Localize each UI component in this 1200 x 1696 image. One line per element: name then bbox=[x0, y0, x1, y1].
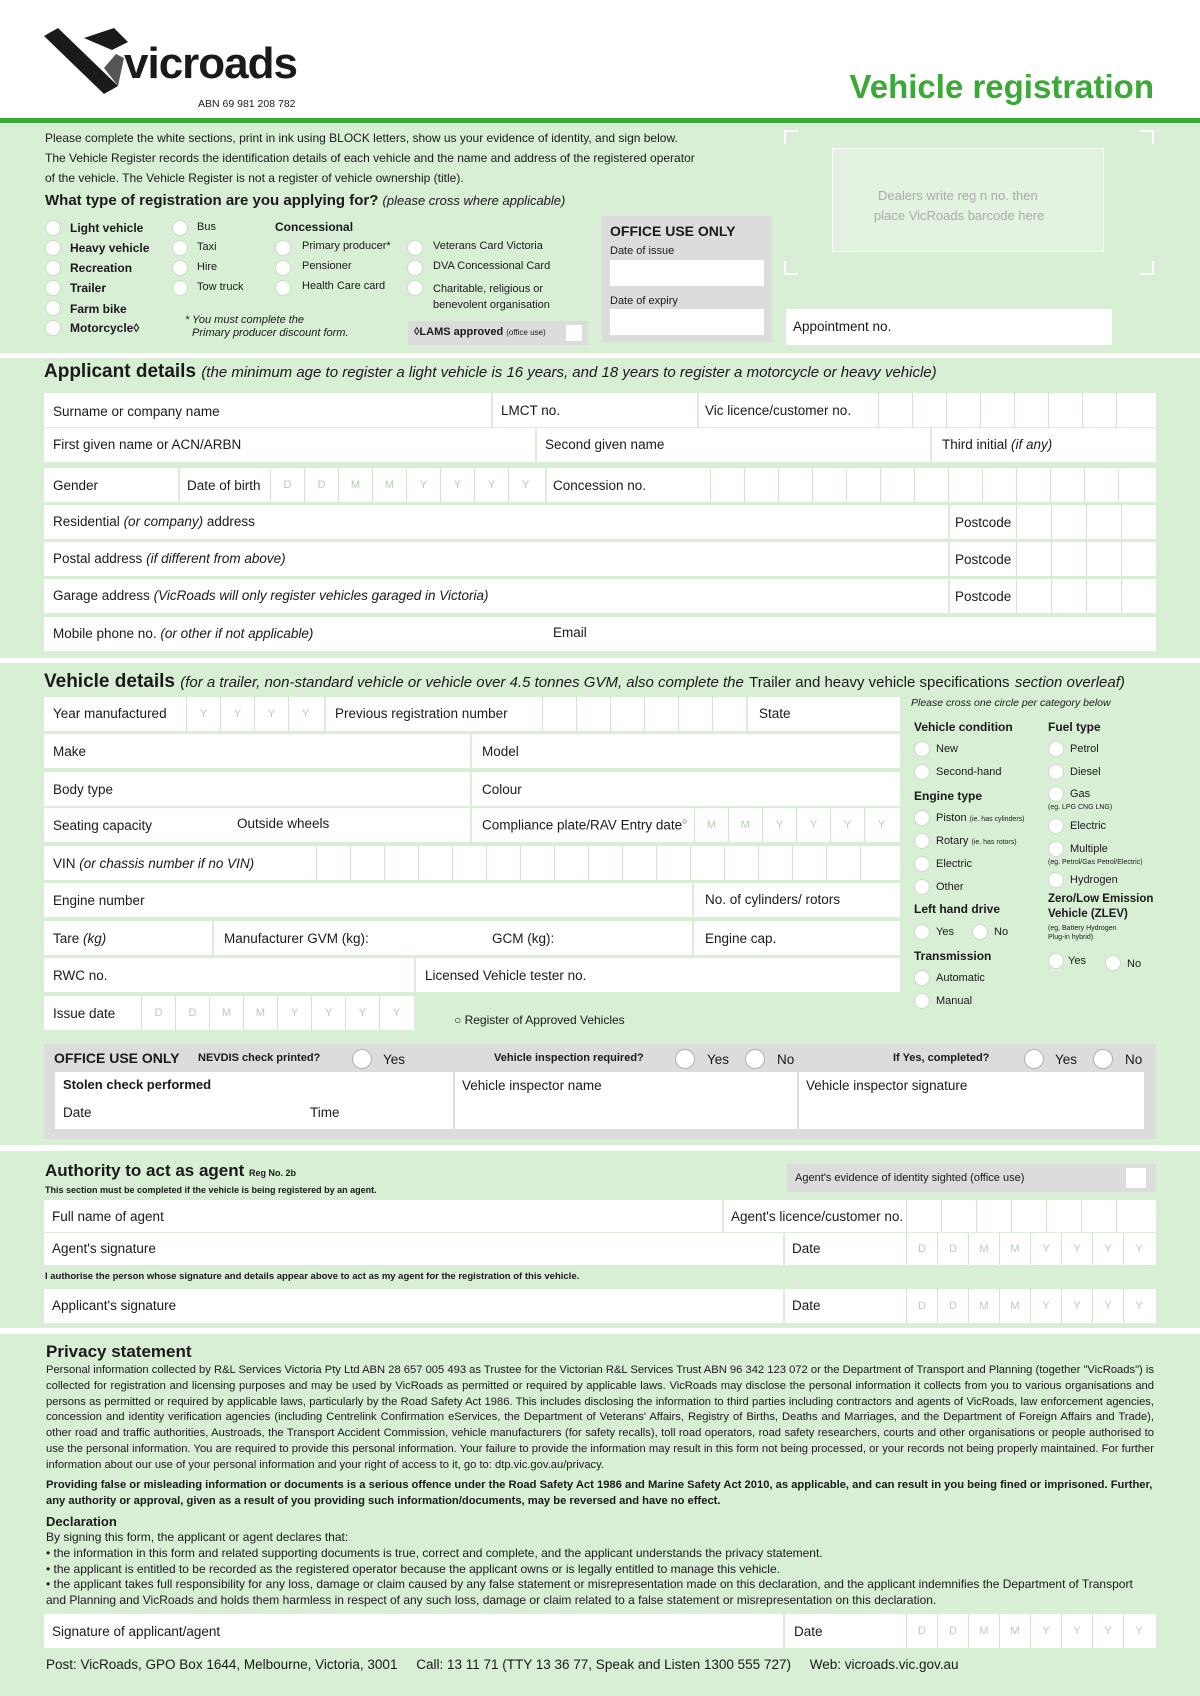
postal-field[interactable]: Postal address (if different from above) bbox=[53, 551, 286, 566]
second-name-field[interactable]: Second given name bbox=[545, 437, 665, 452]
divider bbox=[783, 1614, 785, 1648]
vicroads-logo-mark bbox=[44, 28, 134, 94]
authorise-note: I authorise the person whose signature and details appear above to act as my agent for the registration of this vehicle. bbox=[45, 1271, 580, 1282]
engine-piston-radio[interactable] bbox=[914, 810, 930, 826]
divider bbox=[948, 505, 950, 539]
stolen-date-label: Date bbox=[63, 1105, 92, 1120]
vehicle-heading: Vehicle details (for a trailer, non-standard vehicle or vehicle over 4.5 tonnes GVM, also complete the Trailer and heavy vehicle specifications section overleaf) bbox=[44, 671, 1125, 692]
engine-electric-label: Electric bbox=[936, 858, 973, 870]
divider bbox=[692, 883, 694, 917]
third-initial-field[interactable]: Third initial (if any) bbox=[942, 437, 1053, 452]
declaration-item-2: • the applicant is entitled to be recorded as the registered operator because the applicant owns or is legally entitled to manage this vehicle. bbox=[46, 1562, 780, 1576]
light-vehicle-radio[interactable] bbox=[45, 220, 61, 236]
zlev-note-2: Plug-in hybrid) bbox=[1048, 934, 1094, 941]
dob-label: Date of birth bbox=[187, 478, 261, 493]
vehicle-condition-heading: Vehicle condition bbox=[914, 720, 1013, 734]
transmission-heading: Transmission bbox=[914, 949, 992, 963]
fuel-hydrogen-radio[interactable] bbox=[1048, 872, 1064, 888]
vic-licence-field[interactable]: Vic licence/customer no. bbox=[705, 403, 852, 418]
residential-postcode-cells[interactable] bbox=[1016, 505, 1156, 539]
condition-second-hand-label: Second-hand bbox=[936, 766, 1002, 778]
fuel-hydrogen-label: Hydrogen bbox=[1070, 874, 1118, 886]
fuel-diesel-label: Diesel bbox=[1070, 766, 1101, 778]
divider bbox=[470, 734, 472, 768]
year-label: Year manufactured bbox=[53, 706, 167, 721]
privacy-paragraph: Personal information collected by R&L Services Victoria Pty Ltd ABN 28 657 005 493 as Trustee for the Victorian R&L Services Trust ABN 96 342 123 072 or the Department of Transport and Planning (together "VicRoads") is collected for registration and licensing purposes and may be used by VicRoads as permitted or required by applicable laws. VicRoads may disclose the personal information it collects from you to various organisations and persons as permitted or required by applicable laws, particularly by the Road Safety Act 1986. This includes disclosing the information to third parties including contractors and agents of VicRoads, law enforcement agencies, concession and identity verification agencies (including Centrelink Confirmation eServices, the Department of Veterans' Affairs, Registry of Births, Deaths and Marriages, and the Department of Foreign Affairs and Trade), other road and traffic authorities, Austroads, the Transport Accident Commission, vehicle manufacturers (for safety recalls), toll road operators, road safety researchers, courts and other organisations or people authorised to use the personal information. You are required to provide this personal information. Your failure to provide the information may result in this form not being processed, or your records not being properly maintained. For further information about our use of your personal information and your right of access to it, go to: dtp.vic.gov.au/privacy. bbox=[46, 1364, 1154, 1471]
inspection-yes-label: Yes bbox=[707, 1052, 730, 1067]
veterans-card-radio[interactable] bbox=[407, 240, 423, 256]
motorcycle-radio[interactable] bbox=[45, 320, 61, 336]
farm-bike-radio[interactable] bbox=[45, 300, 61, 316]
divider bbox=[722, 1200, 724, 1232]
concession-cells[interactable] bbox=[710, 468, 1152, 502]
fuel-electric-label: Electric bbox=[1070, 820, 1107, 832]
agent-licence-cells[interactable] bbox=[906, 1200, 1151, 1232]
compliance-cells[interactable]: M M Y Y Y Y bbox=[694, 808, 898, 842]
zlev-no-label: No bbox=[1127, 958, 1142, 970]
fuel-electric-radio[interactable] bbox=[1048, 818, 1064, 834]
applicant-heading: Applicant details (the minimum age to register a light vehicle is 16 years, and 18 years to register a motorcycle or heavy vehicle) bbox=[44, 361, 937, 382]
dealer-corner-bl bbox=[784, 261, 798, 275]
inspection-label: Vehicle inspection required? bbox=[494, 1052, 644, 1064]
issue-date-cells[interactable]: D D M M Y Y Y Y bbox=[141, 996, 413, 1030]
lmct-field[interactable]: LMCT no. bbox=[501, 403, 561, 418]
completed-no-radio[interactable] bbox=[1093, 1049, 1113, 1069]
vin-cells[interactable] bbox=[316, 846, 894, 880]
seating-field[interactable]: Seating capacity bbox=[53, 818, 153, 833]
divider bbox=[178, 468, 180, 502]
heavy-vehicle-label: Heavy vehicle bbox=[70, 241, 150, 255]
charitable-label-2: benevolent organisation bbox=[433, 299, 550, 311]
engine-cap-field[interactable]: Engine cap. bbox=[705, 931, 777, 946]
divider bbox=[746, 697, 748, 731]
intro-line-1: Please complete the white sections, print in ink using BLOCK letters, show us your evidence of identity, and sign below. bbox=[45, 131, 678, 145]
make-row bbox=[44, 734, 900, 768]
divider bbox=[324, 697, 326, 731]
trailer-radio[interactable] bbox=[45, 280, 61, 296]
hire-label: Hire bbox=[197, 261, 218, 273]
engine-piston-label: Piston (ie. has cylinders) bbox=[936, 812, 1025, 824]
residential-field[interactable]: Residential (or company) address bbox=[53, 514, 255, 529]
heavy-vehicle-radio[interactable] bbox=[45, 240, 61, 256]
gas-note: (eg. LPG CNG LNG) bbox=[1048, 804, 1113, 811]
lhd-no-label: No bbox=[994, 926, 1009, 938]
condition-new-label: New bbox=[936, 743, 959, 755]
prev-reg-label: Previous registration number bbox=[335, 706, 508, 721]
nevdis-yes-radio[interactable] bbox=[352, 1049, 372, 1069]
completed-label: If Yes, completed? bbox=[893, 1052, 990, 1064]
date-of-issue-field[interactable] bbox=[610, 260, 764, 286]
engine-other-radio[interactable] bbox=[914, 879, 930, 895]
date-of-expiry-label: Date of expiry bbox=[610, 295, 678, 307]
inspection-no-radio[interactable] bbox=[745, 1049, 765, 1069]
tow-truck-label: Tow truck bbox=[197, 281, 244, 293]
dva-card-label: DVA Concessional Card bbox=[433, 260, 551, 272]
final-signature-field[interactable]: Signature of applicant/agent bbox=[52, 1624, 221, 1639]
inspection-no-label: No bbox=[777, 1052, 795, 1067]
gender-field[interactable]: Gender bbox=[53, 478, 99, 493]
agent-heading: Authority to act as agent Reg No. 2b bbox=[45, 1161, 297, 1180]
applicant-date-label: Date bbox=[792, 1298, 821, 1313]
health-care-radio[interactable] bbox=[275, 280, 291, 296]
form-title: Vehicle registration bbox=[849, 68, 1154, 105]
lhd-heading: Left hand drive bbox=[914, 902, 1001, 916]
completed-yes-radio[interactable] bbox=[1024, 1049, 1044, 1069]
registration-question: What type of registration are you applying for? (please cross where applicable) bbox=[45, 192, 566, 209]
divider bbox=[692, 921, 694, 955]
stolen-time-label: Time bbox=[310, 1105, 340, 1120]
zlev-heading-1: Zero/Low Emission bbox=[1048, 893, 1154, 905]
zlev-note-1: (eg. Battery Hydrogen bbox=[1048, 925, 1117, 932]
dealer-note-2: place VicRoads barcode here bbox=[874, 208, 1045, 223]
logo-wordmark: vicroads bbox=[124, 39, 297, 88]
condition-second-hand-radio[interactable] bbox=[914, 764, 930, 780]
primary-producer-radio[interactable] bbox=[275, 240, 291, 256]
fuel-petrol-label: Petrol bbox=[1070, 743, 1099, 755]
gcm-field[interactable]: GCM (kg): bbox=[492, 931, 555, 946]
pensioner-radio[interactable] bbox=[275, 260, 291, 276]
divider bbox=[545, 468, 547, 502]
fuel-gas-radio[interactable] bbox=[1048, 786, 1064, 802]
surname-field[interactable]: Surname or company name bbox=[53, 404, 220, 419]
nevdis-label: NEVDIS check printed? bbox=[198, 1052, 321, 1064]
concessional-heading: Concessional bbox=[275, 220, 354, 234]
intro-line-2: The Vehicle Register records the identification details of each vehicle and the name and address of the registered operator bbox=[45, 151, 695, 165]
bus-label: Bus bbox=[197, 221, 216, 233]
veterans-card-label: Veterans Card Victoria bbox=[433, 240, 543, 252]
fuel-diesel-radio[interactable] bbox=[1048, 764, 1064, 780]
intro-line-3: of the vehicle. The Vehicle Register is not a register of vehicle ownership (title). bbox=[45, 171, 464, 185]
privacy-heading: Privacy statement bbox=[46, 1342, 192, 1361]
lhd-no-radio[interactable] bbox=[972, 924, 988, 940]
condition-new-radio[interactable] bbox=[914, 741, 930, 757]
applicant-date-cells[interactable]: D D M M Y Y Y Y bbox=[906, 1289, 1154, 1323]
recreation-label: Recreation bbox=[70, 261, 133, 275]
colour-field[interactable]: Colour bbox=[482, 782, 522, 797]
divider bbox=[948, 542, 950, 576]
garage-field[interactable]: Garage address (VicRoads will only register vehicles garaged in Victoria) bbox=[53, 588, 489, 603]
light-vehicle-label: Light vehicle bbox=[70, 221, 144, 235]
charitable-label: Charitable, religious or bbox=[433, 283, 544, 295]
declaration-item-3: • the applicant takes full responsibility for any loss, damage or claim caused by any false statement or misrepresentation made on this declaration, and the applicant indemnifies the Department of Transport and Planning and VicRoads and holds them harmless in respect of any such loss, damage or claim related to a false statement or misrepresentation on this declaration. bbox=[46, 1577, 1133, 1607]
footer-contact: Post: VicRoads, GPO Box 1644, Melbourne, Victoria, 3001 Call: 13 11 71 (TTY 13 36 77, Speak and Listen 1300 555 727) Web: vicroads.vic.gov.au bbox=[46, 1657, 959, 1672]
completed-yes-label: Yes bbox=[1055, 1052, 1078, 1067]
divider bbox=[783, 1233, 785, 1265]
divider bbox=[414, 958, 416, 992]
dva-card-radio[interactable] bbox=[407, 260, 423, 276]
engine-type-heading: Engine type bbox=[914, 789, 983, 803]
final-date-cells[interactable]: D D M M Y Y Y Y bbox=[906, 1614, 1154, 1648]
declaration-heading: Declaration bbox=[46, 1514, 117, 1529]
garage-postcode-cells[interactable] bbox=[1016, 579, 1156, 613]
health-care-label: Health Care card bbox=[302, 280, 386, 292]
applicant-signature-field[interactable]: Applicant's signature bbox=[52, 1298, 177, 1313]
divider bbox=[470, 808, 472, 842]
mobile-field[interactable]: Mobile phone no. (or other if not applicable) bbox=[53, 626, 314, 641]
declaration-intro: By signing this form, the applicant or agent declares that: bbox=[46, 1530, 349, 1544]
engine-electric-radio[interactable] bbox=[914, 856, 930, 872]
lhd-yes-radio[interactable] bbox=[914, 924, 930, 940]
body-type-field[interactable]: Body type bbox=[53, 782, 114, 797]
agent-date-label: Date bbox=[792, 1241, 821, 1256]
postal-postcode-label: Postcode bbox=[955, 552, 1012, 567]
compliance-label: Compliance plate/RAV Entry date○ bbox=[482, 816, 688, 833]
footnote-2: Primary producer discount form. bbox=[192, 327, 349, 339]
side-instruction: Please cross one circle per category below bbox=[911, 697, 1111, 709]
taxi-radio[interactable] bbox=[172, 240, 188, 256]
inspection-yes-radio[interactable] bbox=[675, 1049, 695, 1069]
fuel-gas-label: Gas bbox=[1070, 788, 1091, 800]
rav-note: ○ Register of Approved Vehicles bbox=[454, 1013, 625, 1027]
agent-note: This section must be completed if the vehicle is being registered by an agent. bbox=[45, 1185, 377, 1195]
divider bbox=[535, 428, 537, 462]
outside-wheels-field[interactable]: Outside wheels bbox=[237, 816, 330, 831]
transmission-automatic-label: Automatic bbox=[936, 972, 985, 984]
concession-label: Concession no. bbox=[553, 478, 647, 493]
trailer-label: Trailer bbox=[70, 281, 107, 295]
tare-field[interactable]: Tare (kg) bbox=[53, 931, 107, 946]
prev-reg-cells[interactable] bbox=[542, 697, 746, 731]
zlev-heading-2: Vehicle (ZLEV) bbox=[1048, 908, 1128, 920]
farm-bike-label: Farm bike bbox=[70, 302, 127, 316]
divider bbox=[491, 393, 493, 427]
transmission-manual-radio[interactable] bbox=[914, 993, 930, 1009]
first-name-field[interactable]: First given name or ACN/ARBN bbox=[53, 437, 242, 452]
transmission-automatic-radio[interactable] bbox=[914, 970, 930, 986]
primary-producer-label: Primary producer* bbox=[302, 240, 391, 252]
divider bbox=[948, 579, 950, 613]
appointment-label: Appointment no. bbox=[793, 319, 892, 334]
agent-licence-label: Agent's licence/customer no. bbox=[731, 1209, 904, 1224]
garage-postcode-label: Postcode bbox=[955, 589, 1012, 604]
completed-no-label: No bbox=[1125, 1052, 1143, 1067]
divider bbox=[697, 393, 699, 427]
fuel-multiple-label: Multiple bbox=[1070, 843, 1108, 855]
make-field[interactable]: Make bbox=[53, 744, 87, 759]
cylinders-field[interactable]: No. of cylinders/ rotors bbox=[705, 892, 841, 907]
lams-label: ◊LAMS approved (office use) bbox=[414, 326, 546, 338]
abn-number: ABN 69 981 208 782 bbox=[198, 98, 296, 110]
engine-number-field[interactable]: Engine number bbox=[53, 893, 145, 908]
footnote-1: * You must complete the bbox=[185, 314, 305, 326]
office-use-top-title: OFFICE USE ONLY bbox=[610, 223, 736, 239]
agent-evidence-label: Agent's evidence of identity sighted (office use) bbox=[795, 1172, 1025, 1184]
recreation-radio[interactable] bbox=[45, 260, 61, 276]
issue-date-label: Issue date bbox=[53, 1006, 116, 1021]
date-of-issue-label: Date of issue bbox=[610, 245, 675, 257]
transmission-manual-label: Manual bbox=[936, 995, 973, 1007]
fuel-multiple-radio[interactable] bbox=[1048, 841, 1064, 857]
vic-licence-cells[interactable] bbox=[878, 393, 1150, 427]
office-use-mid-title: OFFICE USE ONLY bbox=[54, 1050, 180, 1066]
multiple-note: (eg. Petrol/Gas Petrol/Electric) bbox=[1048, 859, 1143, 866]
taxi-label: Taxi bbox=[197, 241, 217, 253]
gvm-field[interactable]: Manufacturer GVM (kg): bbox=[224, 931, 369, 946]
dealer-corner-tr bbox=[1140, 130, 1154, 144]
dob-cells[interactable]: D D M M Y Y Y Y bbox=[270, 468, 542, 502]
dealer-corner-br bbox=[1140, 261, 1154, 275]
agent-date-cells[interactable]: D D M M Y Y Y Y bbox=[906, 1233, 1154, 1265]
inspector-name-label: Vehicle inspector name bbox=[462, 1078, 602, 1093]
dealer-note-1: Dealers write reg n no. then bbox=[878, 188, 1038, 203]
email-field[interactable]: Email bbox=[553, 625, 587, 640]
divider bbox=[783, 1289, 785, 1323]
agent-name-field[interactable]: Full name of agent bbox=[52, 1209, 164, 1224]
bus-radio[interactable] bbox=[172, 220, 188, 236]
charitable-radio[interactable] bbox=[407, 280, 423, 296]
fuel-type-heading: Fuel type bbox=[1048, 720, 1101, 734]
final-date-label: Date bbox=[794, 1624, 823, 1639]
engine-rotary-label: Rotary (ie. has rotors) bbox=[936, 835, 1017, 847]
rwc-field[interactable]: RWC no. bbox=[53, 968, 108, 983]
fuel-petrol-radio[interactable] bbox=[1048, 741, 1064, 757]
agent-evidence-checkbox[interactable] bbox=[1126, 1168, 1146, 1188]
hire-radio[interactable] bbox=[172, 260, 188, 276]
date-of-expiry-field[interactable] bbox=[610, 309, 764, 335]
zlev-yes-radio[interactable] bbox=[1048, 953, 1064, 969]
offence-paragraph: Providing false or misleading information or documents is a serious offence under the Road Safety Act 1986 and Marine Safety Act 2010, as applicable, and can result in you being fined or imprisoned. Further, any authority or approval, given as a result of you providing such information/documents, may be reversed and have no effect. bbox=[46, 1479, 1153, 1507]
divider bbox=[930, 428, 932, 462]
motorcycle-label: Motorcycle◊ bbox=[70, 321, 140, 335]
divider bbox=[470, 772, 472, 806]
divider bbox=[212, 921, 214, 955]
nevdis-yes-label: Yes bbox=[383, 1052, 406, 1067]
residential-postcode-label: Postcode bbox=[955, 515, 1012, 530]
model-field[interactable]: Model bbox=[482, 744, 519, 759]
tow-truck-radio[interactable] bbox=[172, 280, 188, 296]
state-field[interactable]: State bbox=[759, 706, 791, 721]
engine-rotary-radio[interactable] bbox=[914, 833, 930, 849]
postal-postcode-cells[interactable] bbox=[1016, 542, 1156, 576]
vicroads-logo bbox=[44, 28, 324, 98]
tester-field[interactable]: Licensed Vehicle tester no. bbox=[425, 968, 587, 983]
engine-other-label: Other bbox=[936, 881, 964, 893]
body-row bbox=[44, 772, 900, 806]
inspector-signature-label: Vehicle inspector signature bbox=[806, 1078, 968, 1093]
pensioner-label: Pensioner bbox=[302, 260, 352, 272]
year-cells[interactable]: Y Y Y Y bbox=[186, 697, 322, 731]
declaration-item-1: • the information in this form and related supporting documents is true, correct and complete, and the applicant understands the privacy statement. bbox=[46, 1546, 823, 1560]
dealer-corner-tl bbox=[784, 130, 798, 144]
stolen-check-label: Stolen check performed bbox=[63, 1077, 212, 1092]
zlev-yes-label: Yes bbox=[1068, 955, 1086, 967]
lhd-yes-label: Yes bbox=[936, 926, 954, 938]
zlev-no-radio[interactable] bbox=[1105, 955, 1121, 971]
agent-signature-field[interactable]: Agent's signature bbox=[52, 1241, 156, 1256]
lams-checkbox[interactable] bbox=[566, 325, 582, 341]
vin-label: VIN (or chassis number if no VIN) bbox=[53, 856, 255, 871]
